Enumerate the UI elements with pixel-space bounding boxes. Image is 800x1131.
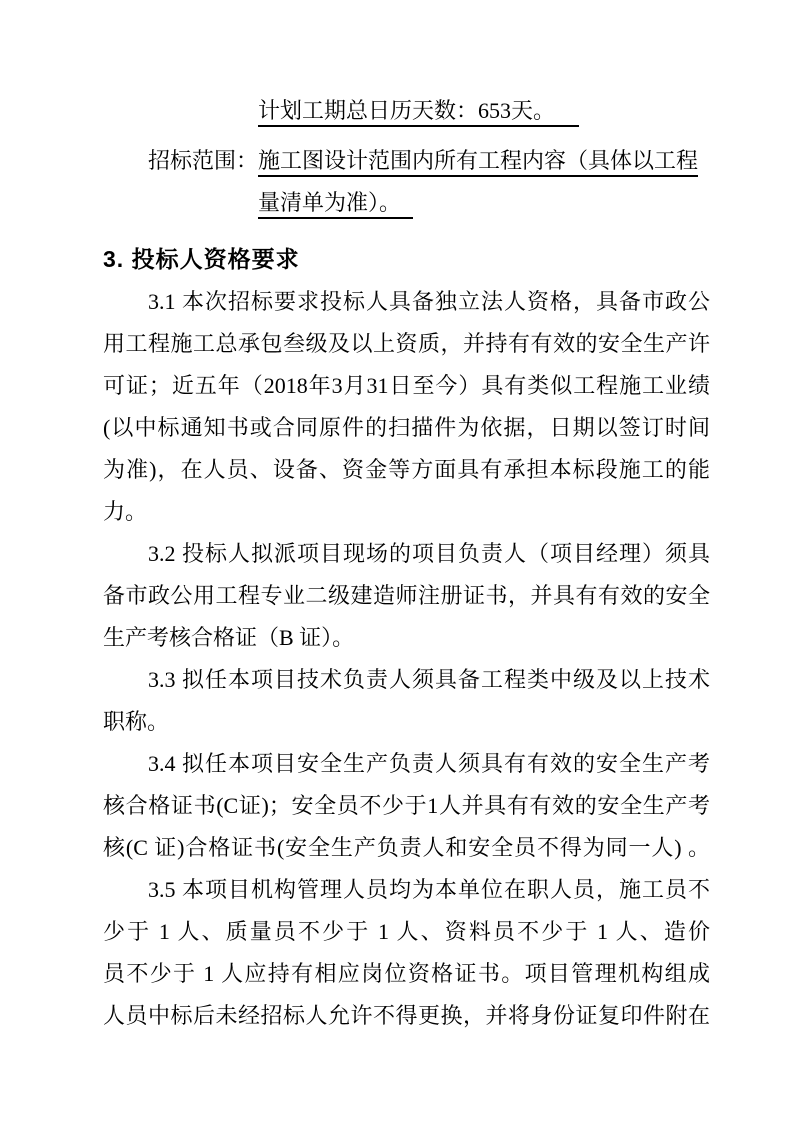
clause-3-2-line-1: 3.2 投标人拟派项目现场的项目负责人（项目经理）须具 [148,541,710,566]
clauses-container [103,281,710,1037]
clause-3-5-line-4: 人员中标后未经招标人允许不得更换，并将身份证复印件附在 [103,1003,710,1028]
clause-3-4-line-2: 核合格证书(C证)；安全员不少于1人并具有有效的安全生产考 [103,793,710,818]
clause-3-1-line-2: 用工程施工总承包叁级及以上资质，并持有有效的安全生产许 [103,331,710,356]
clause-3-3-line-1: 3.3 拟任本项目技术负责人须具备工程类中级及以上技术 [148,667,710,692]
clause-3-3-line-2: 职称。 [103,709,170,734]
clause-3-2-line-3: 生产考核合格证（B 证）。 [103,625,355,650]
clause-3-1 [103,281,710,533]
section-heading: 3. 投标人资格要求 [103,246,300,272]
clause-3-5 [103,869,710,1037]
paragraph-plan-duration [258,90,710,132]
bid-scope-text-2: 量清单为准）。 [258,190,413,219]
clause-3-1-line-5: 为准)，在人员、设备、资金等方面具有承担本标段施工的能 [103,457,710,482]
clause-3-1-line-4: (以中标通知书或合同原件的扫描件为依据，日期以签订时间 [103,415,710,440]
bid-scope-line [258,140,710,182]
clause-3-1-line-6: 力。 [103,499,148,524]
clause-3-5-line-2: 少于 1 人、质量员不少于 1 人、资料员不少于 1 人、造价 [103,919,710,944]
plan-duration-text: 计划工期总日历天数：653天。 [258,98,579,127]
paragraph-bid-scope [103,140,710,224]
bid-scope-line [258,182,710,224]
clause-3-2-line-2: 备市政公用工程专业二级建造师注册证书，并具有有效的安全 [103,583,710,608]
clause-3-5-line-3: 员不少于 1 人应持有相应岗位资格证书。项目管理机构组成 [103,961,710,986]
clause-3-1-line-3: 可证；近五年（2018年3月31日至今）具有类似工程施工业绩 [103,373,710,398]
clause-3-4 [103,743,710,869]
bid-scope-label: 招标范围： [148,148,259,173]
bid-scope-text-1: 施工图设计范围内所有工程内容（具体以工程 [258,148,698,177]
clause-3-2 [103,533,710,659]
clause-3-5-line-1: 3.5 本项目机构管理人员均为本单位在职人员，施工员不 [148,877,710,902]
clause-3-4-line-3: 核(C 证)合格证书(安全生产负责人和安全员不得为同一人) 。 [103,835,710,860]
clause-3-3 [103,659,710,743]
clause-3-4-line-1: 3.4 拟任本项目安全生产负责人须具有有效的安全生产考 [148,751,710,776]
clause-3-1-line-1: 3.1 本次招标要求投标人具备独立法人资格，具备市政公 [148,289,710,314]
